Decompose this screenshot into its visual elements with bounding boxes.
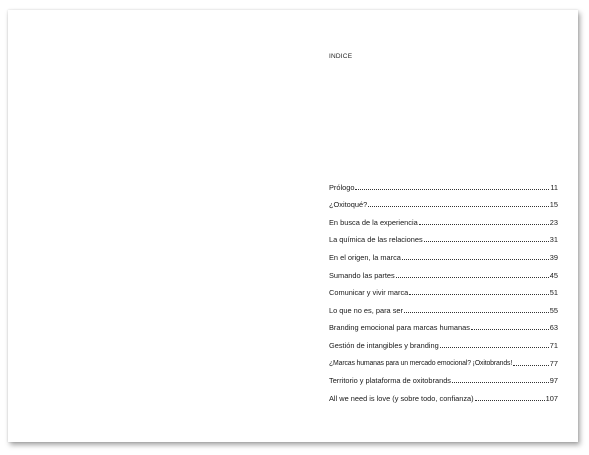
- toc-leader-dots: [471, 329, 549, 330]
- toc-leader-dots: [424, 241, 549, 242]
- toc-entry-page: 71: [549, 340, 558, 350]
- toc-leader-dots: [402, 259, 549, 260]
- toc-entry-title: Sumando las partes: [329, 270, 395, 280]
- toc-entry-page: 23: [549, 217, 558, 227]
- toc-entry: [329, 192, 558, 210]
- book-spread: [8, 10, 578, 442]
- toc-entry-title: Lo que no es, para ser: [329, 305, 403, 315]
- toc-entry-title: Gestión de intangibles y branding: [329, 340, 439, 350]
- toc-leader-dots: [409, 294, 549, 295]
- toc-entry-title: ¿Marcas humanas para un mercado emocional? ¡Oxitobrands!: [329, 359, 513, 367]
- toc-entry: [329, 385, 558, 403]
- toc-leader-dots: [396, 277, 549, 278]
- toc-entry-title: All we need is love (y sobre todo, confianza): [329, 393, 474, 403]
- toc-entry-page: 97: [549, 376, 558, 386]
- toc-entry-page: 55: [549, 305, 558, 315]
- index-heading: INDICE: [329, 53, 353, 60]
- toc-leader-dots: [440, 347, 549, 348]
- toc-entry-page: 77: [549, 358, 558, 368]
- toc-entry-title: ¿Oxitoqué?: [329, 200, 368, 210]
- toc-entry-title: En busca de la experiencia: [329, 217, 418, 227]
- toc-leader-dots: [419, 224, 549, 225]
- toc-entry: [329, 332, 558, 350]
- toc-entry: [329, 280, 558, 298]
- toc-leader-dots: [475, 400, 545, 401]
- toc-entry: [329, 262, 558, 280]
- toc-entry: [329, 315, 558, 333]
- toc-entry: [329, 227, 558, 245]
- toc-entry: [329, 350, 558, 368]
- toc-entry-page: 63: [549, 323, 558, 333]
- toc-entry-page: 45: [549, 270, 558, 280]
- toc-entry: [329, 209, 558, 227]
- toc-entry: [329, 244, 558, 262]
- toc-leader-dots: [513, 365, 549, 366]
- toc-entry: [329, 297, 558, 315]
- toc-entry-page: 15: [549, 200, 558, 210]
- toc-entry: [329, 174, 558, 192]
- toc-entry-page: 51: [549, 288, 558, 298]
- table-of-contents: [329, 174, 558, 403]
- toc-leader-dots: [355, 189, 549, 190]
- toc-entry-page: 107: [545, 393, 558, 403]
- toc-leader-dots: [368, 206, 549, 207]
- toc-leader-dots: [404, 312, 549, 313]
- toc-entry-title: Territorio y plataforma de oxitobrands: [329, 376, 452, 386]
- toc-entry-title: Prólogo: [329, 182, 355, 192]
- toc-entry: [329, 368, 558, 386]
- toc-entry-title: La química de las relaciones: [329, 235, 423, 245]
- toc-entry-title: En el origen, la marca: [329, 252, 401, 262]
- toc-entry-title: Comunicar y vivir marca: [329, 288, 409, 298]
- toc-entry-page: 31: [549, 235, 558, 245]
- toc-entry-title: Branding emocional para marcas humanas: [329, 323, 470, 333]
- toc-leader-dots: [452, 382, 549, 383]
- toc-entry-page: 39: [549, 252, 558, 262]
- toc-entry-page: 11: [550, 182, 558, 192]
